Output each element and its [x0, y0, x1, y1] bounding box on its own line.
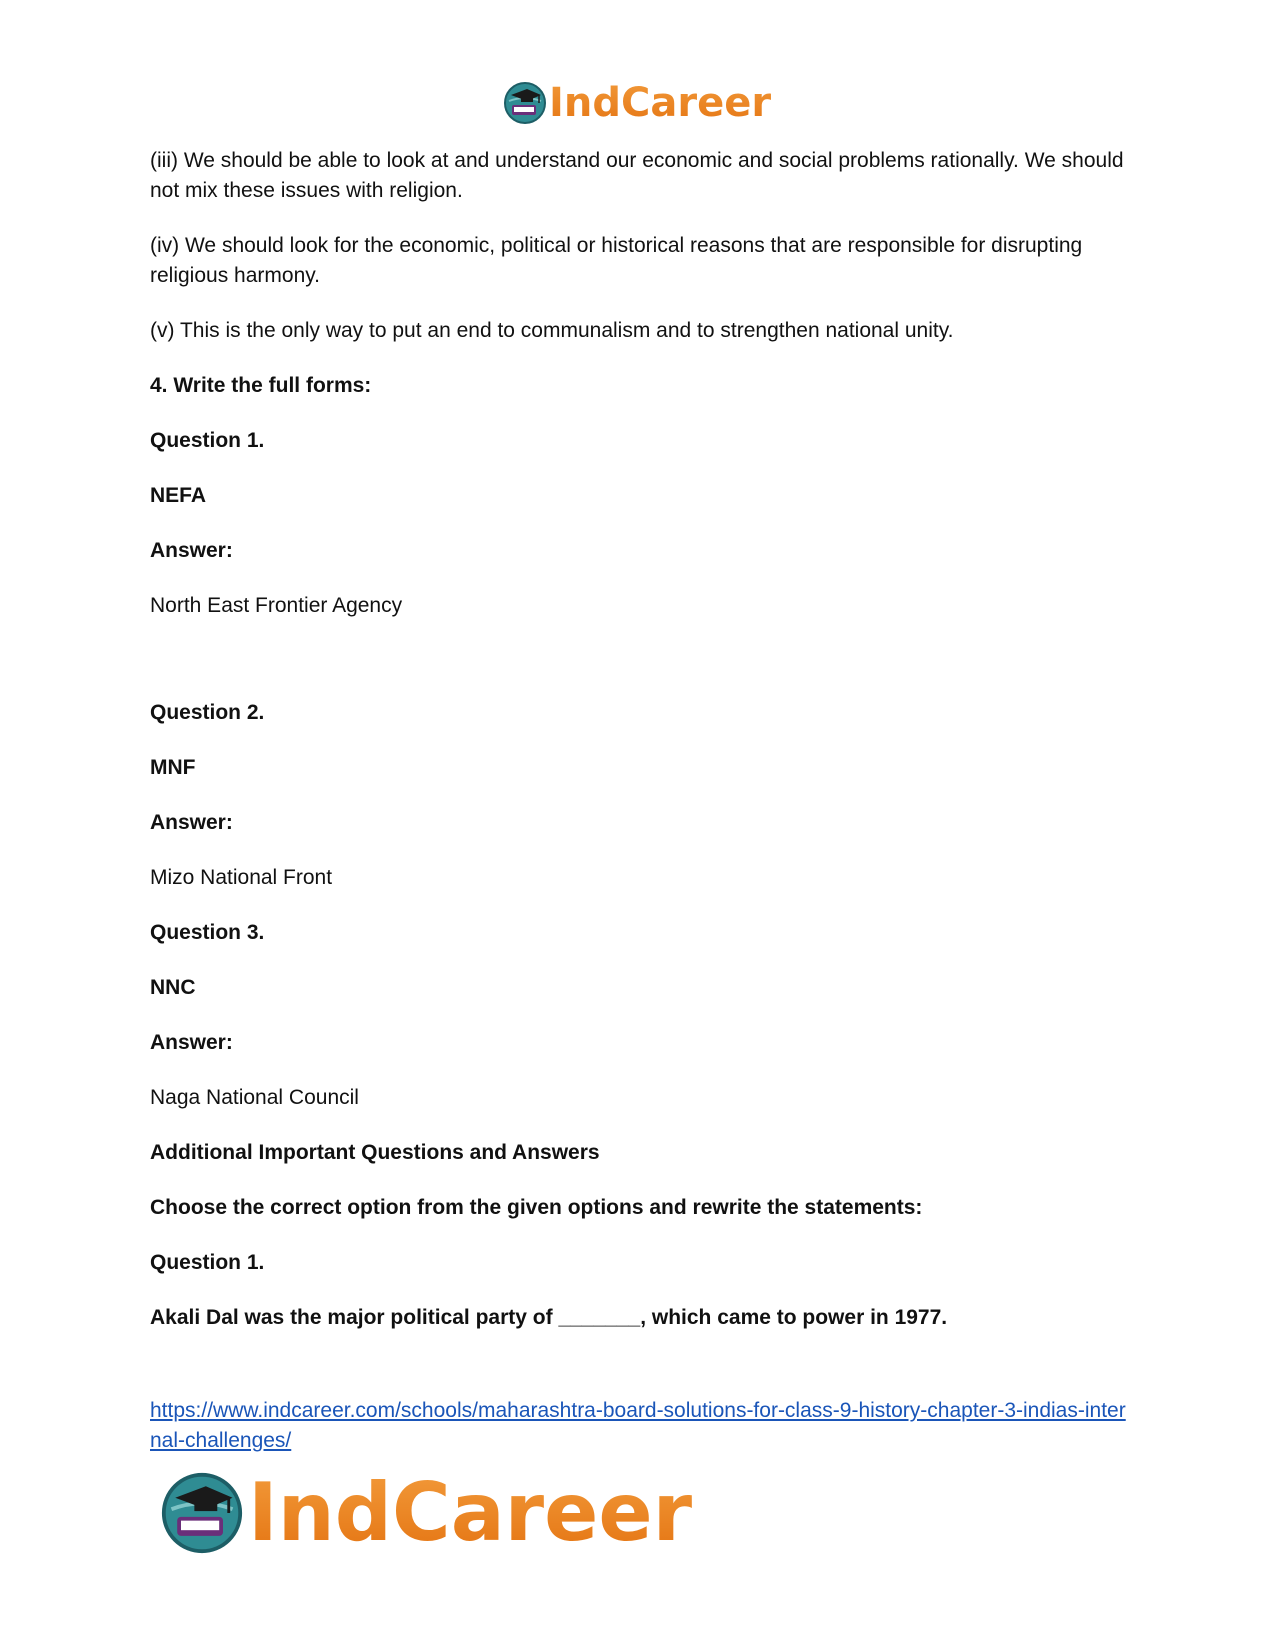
question-1-answer: North East Frontier Agency: [150, 594, 403, 617]
question-2-answer-label: Answer:: [150, 811, 233, 834]
question-1-label: Question 1.: [150, 429, 265, 452]
graduation-cap-book-globe-icon: [503, 81, 547, 125]
spacer: [150, 646, 1130, 698]
section-heading-full-forms: 4. Write the full forms:: [150, 374, 372, 397]
question-2-answer: Mizo National Front: [150, 866, 333, 889]
header-logo-text: IndCareer: [549, 80, 772, 126]
footer-logo-text: IndCareer: [248, 1466, 693, 1559]
choose-option-heading: Choose the correct option from the given options and rewrite the statements:: [150, 1196, 923, 1219]
additional-questions-heading: Additional Important Questions and Answers: [150, 1141, 600, 1164]
footer-logo: [160, 1468, 692, 1558]
graduation-cap-book-globe-icon: [160, 1471, 244, 1555]
question-2-text: MNF: [150, 756, 196, 779]
question-1-text: NEFA: [150, 484, 207, 507]
question-3-label: Question 3.: [150, 921, 265, 944]
paragraph-iii: (iii) We should be able to look at and understand our economic and social problems rationally. We should not mix these issues with religion.: [150, 149, 1124, 202]
document-content: [150, 146, 1130, 1358]
header-logo: [503, 78, 771, 128]
question-3-answer-label: Answer:: [150, 1031, 233, 1054]
question-3-text: NNC: [150, 976, 196, 999]
paragraph-iv: (iv) We should look for the economic, political or historical reasons that are responsible for disrupting religious harmony.: [150, 234, 1083, 287]
additional-question-1-text: Akali Dal was the major political party of _______, which came to power in 1977.: [150, 1306, 948, 1329]
question-3-answer: Naga National Council: [150, 1086, 359, 1109]
paragraph-v: (v) This is the only way to put an end to communalism and to strengthen national unity.: [150, 319, 954, 342]
question-2-label: Question 2.: [150, 701, 265, 724]
source-link[interactable]: https://www.indcareer.com/schools/maharashtra-board-solutions-for-class-9-history-chapter-3-indias-internal-challenges/: [150, 1399, 1126, 1452]
additional-question-1-label: Question 1.: [150, 1251, 265, 1274]
question-1-answer-label: Answer:: [150, 539, 233, 562]
footer-link-block: [150, 1396, 1130, 1456]
